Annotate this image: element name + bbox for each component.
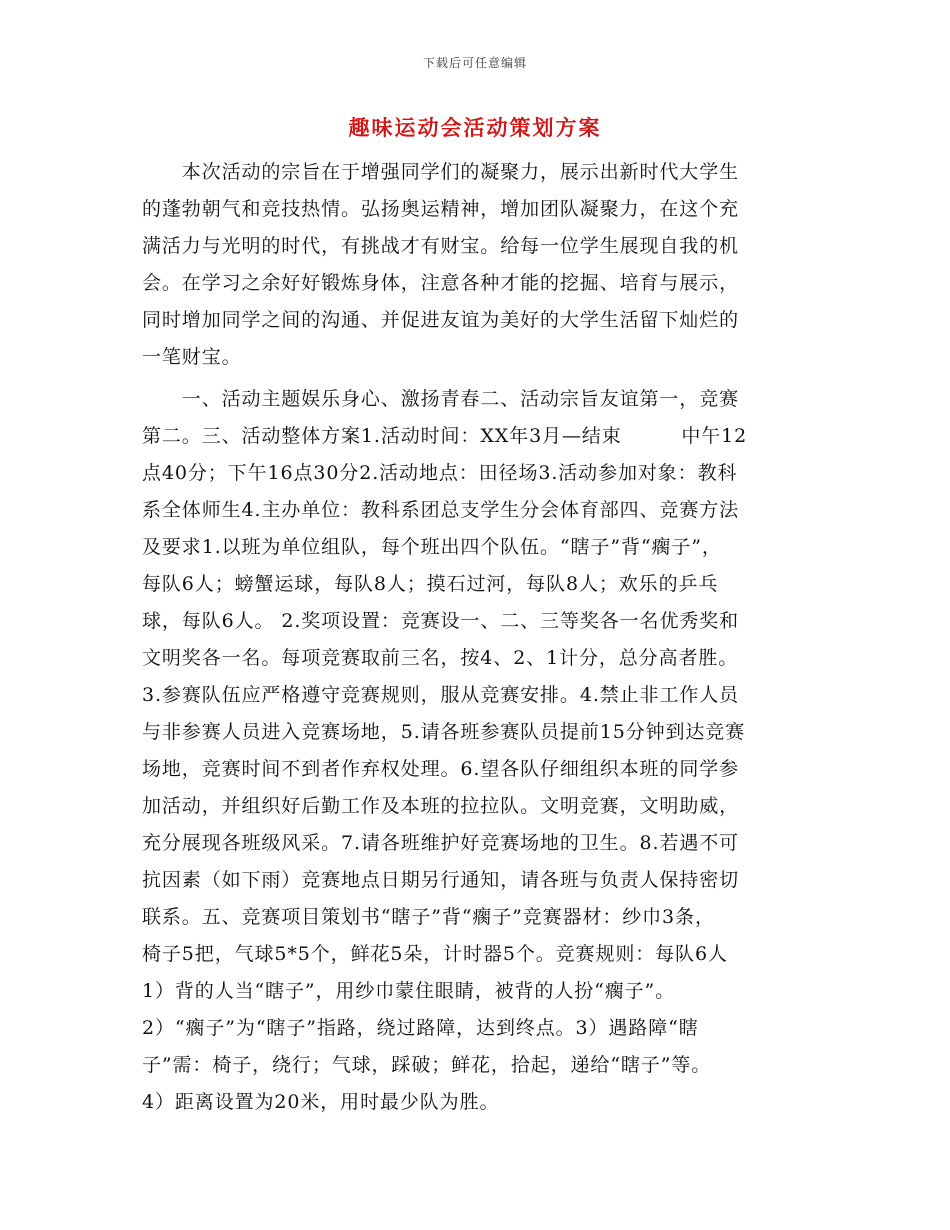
body-line: 及要求1.以班为单位组队，每个班出四个队伍。“瞎子”背“瘸子”，	[142, 536, 722, 558]
body-line: 满活力与光明的时代，有挑战才有财宝。给每一位学生展现自我的机	[142, 235, 740, 257]
body-line: 3.参赛队伍应严格遵守竞赛规则，服从竞赛安排。4.禁止非工作人员	[142, 684, 740, 706]
body-line: 联系。五、竞赛项目策划书“瞎子”背“瘸子”竞赛器材：纱巾3条，	[142, 906, 715, 928]
body-line: 系全体师生4.主办单位：教科系团总支学生分会体育部四、竞赛方法	[142, 499, 740, 521]
body-line: 一、活动主题娱乐身心、激扬青春二、活动宗旨友谊第一，竞赛	[142, 388, 740, 410]
body-line: 同时增加同学之间的沟通、并促进友谊为美好的大学生活留下灿烂的	[142, 309, 740, 331]
body-line: 加活动，并组织好后勤工作及本班的拉拉队。文明竞赛，文明助威，	[142, 795, 740, 817]
body-line: 充分展现各班级风采。7.请各班维护好竞赛场地的卫生。8.若遇不可	[142, 832, 740, 854]
body-line: 的蓬勃朝气和竞技热情。弘扬奥运精神，增加团队凝聚力，在这个充	[142, 198, 740, 220]
body-line: 会。在学习之余好好锻炼身体，注意各种才能的挖掘、培育与展示，	[142, 272, 740, 294]
body-line: 椅子5把，气球5*5个，鲜花5朵，计时器5个。竞赛规则：每队6人	[142, 943, 728, 965]
body-line: 2）“瘸子”为“瞎子”指路，绕过路障，达到终点。3）遇路障“瞎	[142, 1017, 699, 1039]
body-line: 场地，竞赛时间不到者作弃权处理。6.望各队仔细组织本班的同学参	[142, 758, 740, 780]
body-line: 本次活动的宗旨在于增强同学们的凝聚力，展示出新时代大学生	[142, 161, 740, 183]
body-line: 1）背的人当“瞎子”，用纱巾蒙住眼睛，被背的人扮“瘸子”。	[142, 980, 676, 1002]
body-line: 文明奖各一名。每项竞赛取前三名，按4、2、1计分，总分高者胜。	[142, 647, 739, 669]
document-title: 趣味运动会活动策划方案	[348, 115, 602, 140]
body-line: 抗因素（如下雨）竞赛地点日期另行通知，请各班与负责人保持密切	[142, 869, 740, 891]
body-line: 与非参赛人员进入竞赛场地，5.请各班参赛队员提前15分钟到达竞赛	[142, 721, 746, 743]
header-note: 下载后可任意编辑	[422, 56, 527, 70]
body-line: 球，每队6人。 2.奖项设置：竞赛设一、二、三等奖各一名优秀奖和	[142, 610, 740, 632]
body-line: 每队6人；螃蟹运球，每队8人；摸石过河，每队8人；欢乐的乒乓	[142, 573, 719, 595]
body-line: 4）距离设置为20米，用时最少队为胜。	[142, 1091, 500, 1113]
body-line: 一笔财宝。	[142, 346, 242, 368]
body-line: 子”需：椅子，绕行；气球，踩破；鲜花，拾起，递给“瞎子”等。	[142, 1054, 712, 1076]
body-line: 第二。三、活动整体方案1.活动时间：XX年3月—结束 中午12	[142, 425, 748, 447]
body-line: 点40分；下午16点30分2.活动地点：田径场3.活动参加对象：教科	[142, 462, 738, 484]
